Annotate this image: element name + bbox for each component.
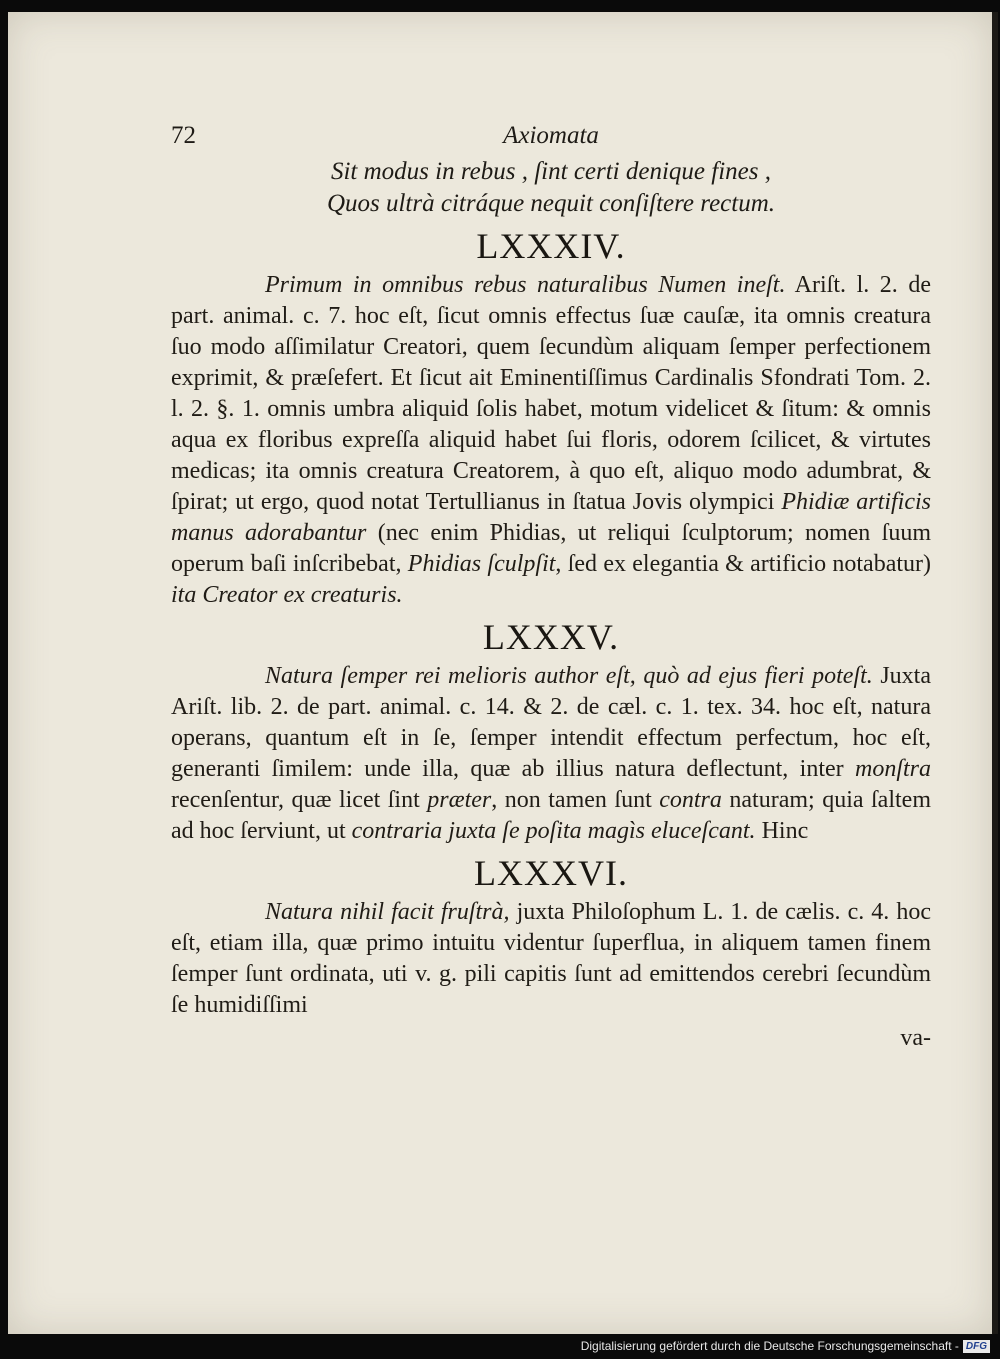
body-text: juxta Philoſophum L. 1. de cælis. c. 4. hoc eſt, etiam illa, quæ primo intuitu videntur ſuperflua, in aliquem tamen finem ſemper ſunt ordinata, uti v. g. pili capitis ſunt ad emittendos cerebri ſecundùm ſe humidiſſimi bbox=[171, 899, 931, 1018]
body-text: , non tamen ſunt bbox=[491, 787, 660, 813]
footer-attribution bbox=[581, 1339, 990, 1353]
section-paragraph bbox=[171, 661, 931, 847]
dfg-logo-icon: DFG bbox=[963, 1340, 990, 1353]
italic-text: ita Creator ex creaturis. bbox=[171, 582, 403, 608]
page-content bbox=[171, 122, 931, 1052]
page-number: 72 bbox=[171, 122, 196, 149]
italic-text: Natura ſemper rei melioris author eſt, quò ad ejus fieri poteſt. bbox=[265, 663, 873, 689]
italic-text: Primum in omnibus rebus naturalibus Numen ineſt. bbox=[265, 272, 786, 298]
body-text: Juxta Ariſt. lib. 2. de part. animal. c. 14. & 2. de cæl. c. 1. tex. 34. hoc eſt, natura operans, quantum eſt in ſe, ſemper intendit effectum perfectum, hoc eſt, generanti ſimilem: unde illa, quæ ab illius natura deflectunt, inter bbox=[171, 663, 931, 782]
section-paragraph bbox=[171, 270, 931, 611]
body-text: recenſentur, quæ licet ſint bbox=[171, 787, 428, 813]
italic-text: contra bbox=[659, 787, 722, 813]
footer-text: Digitalisierung gefördert durch die Deutsche Forschungsgemeinschaft - bbox=[580, 1339, 959, 1353]
body-text: , ſed ex elegantia & artificio notabatur) bbox=[555, 551, 932, 577]
section-heading: LXXXIV. bbox=[476, 226, 626, 266]
italic-text: Natura nihil facit fruſtrà, bbox=[265, 899, 510, 925]
catchword: va- bbox=[900, 1025, 931, 1051]
body-text: Ariſt. l. 2. de part. animal. c. 7. hoc eſt, ſicut omnis effectus ſuæ cauſæ, ita omnis creatura ſuo modo aſſimilatur Creatori, quem ſecundùm aliquam ſemper perfectionem exprimit, & præſefert. Et ſicut ait Eminentiſſimus Cardinalis Sfondrati Tom. 2. l. 2. §. 1. omnis umbra aliquid ſolis habet, motum videlicet & ſitum: & omnis aqua ex floribus expreſſa aliquid habet ſui floris, odorem ſcilicet, & virtutes medicas; ita omnis creatura Creatorem, à quo eſt, aliquo modo adumbrat, & ſpirat; ut ergo, quod notat Tertullianus in ſtatua Jovis olympici bbox=[171, 272, 931, 515]
body-text: (nec enim Phidias, ut reliqui ſculptorum; nomen ſuum operum baſi inſcribebat, bbox=[171, 520, 931, 577]
page-header bbox=[171, 122, 931, 156]
section-heading: LXXXVI. bbox=[474, 853, 628, 893]
italic-text: contraria juxta ſe poſita magìs eluceſcant. bbox=[351, 818, 756, 844]
body-text: naturam; quia ſaltem ad hoc ſerviunt, ut bbox=[171, 787, 931, 844]
verse-line-2: Quos ultrà citráque nequit conſiſtere rectum. bbox=[326, 190, 776, 217]
running-head: Axiomata bbox=[503, 122, 599, 149]
italic-text: Phidias ſculpſit bbox=[407, 551, 556, 577]
verse-line-1: Sit modus in rebus , ſint certi denique fines , bbox=[330, 158, 771, 185]
italic-text: Phidiæ artificis manus adorabantur bbox=[171, 489, 931, 546]
italic-text: præter bbox=[427, 787, 492, 813]
section-heading: LXXXV. bbox=[482, 617, 620, 657]
section-paragraph bbox=[171, 897, 931, 1021]
book-page bbox=[8, 12, 998, 1334]
body-text: Hinc bbox=[755, 818, 809, 844]
italic-text: monſtra bbox=[854, 756, 931, 782]
